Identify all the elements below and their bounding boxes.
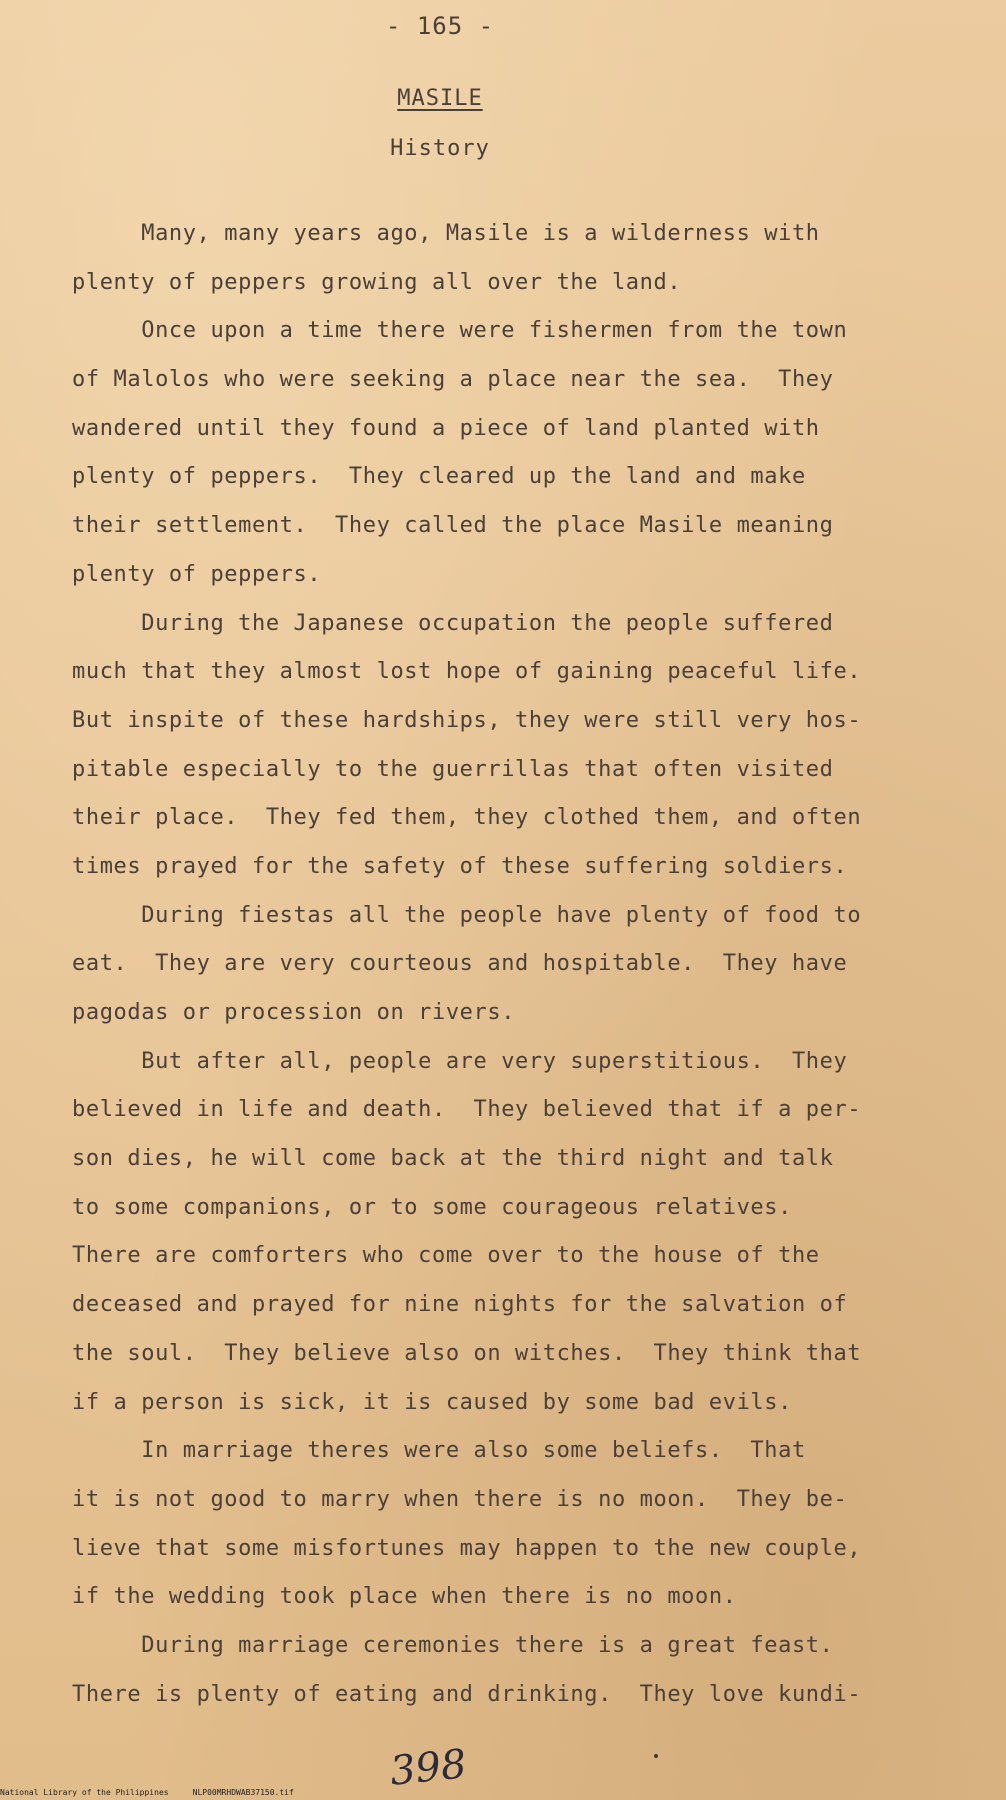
text-line: plenty of peppers. — [72, 561, 322, 587]
page-number: - 165 - — [385, 12, 495, 40]
text-line: But inspite of these hardships, they were still very hos- — [72, 707, 862, 733]
text-line: to some companions, or to some courageous relatives. — [72, 1194, 792, 1220]
text-line: deceased and prayed for nine nights for the salvation of — [72, 1292, 848, 1318]
handwritten-page-number: 398 — [387, 1741, 469, 1795]
text-line: But after all, people are very superstitious. They — [72, 1048, 848, 1074]
ink-dot — [654, 1754, 658, 1758]
footer-source-line: National Library of the Philippines NLP00MRHDWAB37150.tif — [0, 1788, 294, 1797]
text-line: pagodas or procession on rivers. — [72, 1000, 516, 1025]
text-line: During fiestas all the people have plenty of food to — [72, 902, 862, 928]
text-line: Many, many years ago, Masile is a wilderness with — [72, 221, 820, 246]
text-line: much that they almost lost hope of gaining peaceful life. — [72, 659, 862, 685]
page-title: MASILE — [397, 86, 483, 111]
text-line: pitable especially to the guerrillas that often visited — [72, 756, 834, 782]
body-text — [72, 210, 952, 1719]
text-line: the soul. They believe also on witches. They think that — [72, 1340, 862, 1366]
text-line: During marriage ceremonies there is a great feast. — [72, 1632, 834, 1658]
text-line: plenty of peppers. They cleared up the land and make — [72, 464, 806, 490]
text-line: Once upon a time there were fishermen from the town — [72, 318, 848, 344]
text-line: believed in life and death. They believed that if a per- — [72, 1097, 862, 1123]
text-line: plenty of peppers growing all over the land. — [72, 269, 682, 295]
text-line: son dies, he will come back at the third night and talk — [72, 1146, 834, 1172]
text-line: it is not good to marry when there is no moon. They be- — [72, 1486, 848, 1512]
text-line: eat. They are very courteous and hospitable. They have — [72, 951, 848, 977]
text-line: if a person is sick, it is caused by some bad evils. — [72, 1389, 792, 1415]
text-line: There are comforters who come over to the house of the — [72, 1243, 820, 1269]
page-subtitle: History — [390, 136, 490, 161]
text-line: In marriage theres were also some beliefs. That — [72, 1438, 806, 1464]
text-line: times prayed for the safety of these suffering soldiers. — [72, 853, 848, 879]
text-line: of Malolos who were seeking a place near the sea. They — [72, 367, 834, 393]
text-line: their place. They fed them, they clothed them, and often — [72, 805, 862, 831]
text-line: if the wedding took place when there is no moon. — [72, 1584, 737, 1610]
text-line: lieve that some misfortunes may happen to the new couple, — [72, 1535, 862, 1561]
text-line: wandered until they found a piece of land planted with — [72, 415, 820, 441]
text-line: During the Japanese occupation the people suffered — [72, 610, 834, 636]
text-line: There is plenty of eating and drinking. They love kundi- — [72, 1681, 862, 1707]
text-line: their settlement. They called the place Masile meaning — [72, 513, 834, 539]
